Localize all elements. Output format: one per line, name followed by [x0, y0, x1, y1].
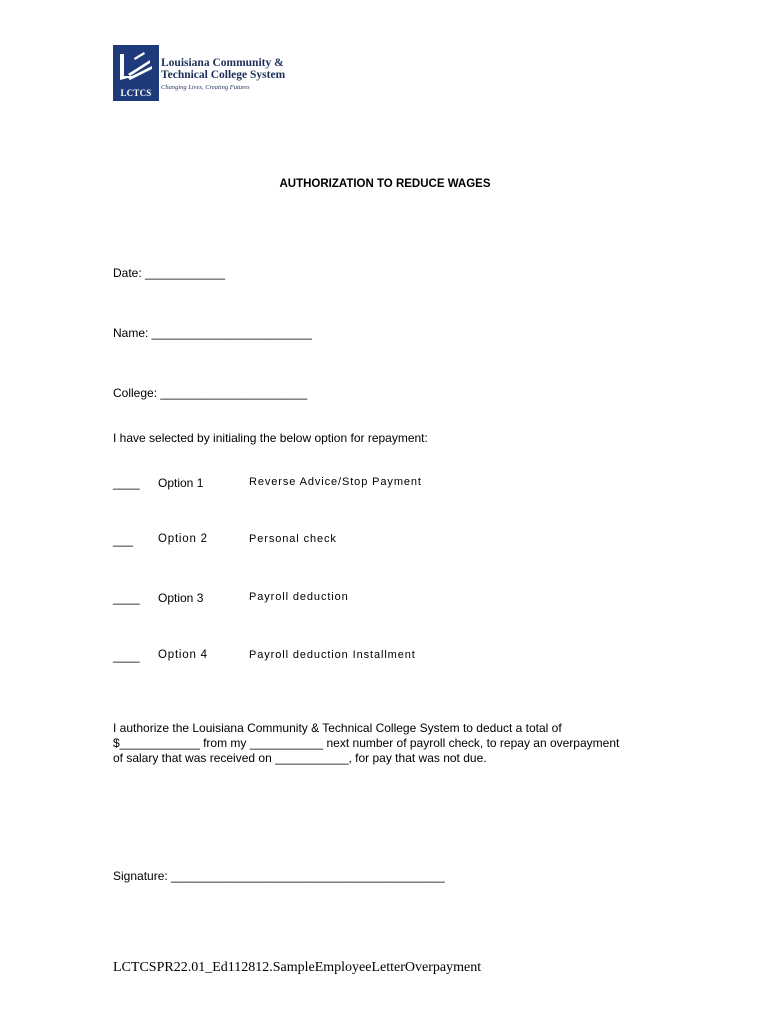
lctcs-logo-mark — [113, 45, 159, 101]
option-1-description: Reverse Advice/Stop Payment — [249, 476, 422, 488]
name-field: Name: ________________________ — [113, 326, 312, 340]
option-1-label: Option 1 — [158, 476, 204, 490]
option-4-description: Payroll deduction Installment — [249, 649, 416, 661]
logo-abbreviation: LCTCS — [120, 88, 152, 98]
option-2-label: Option 2 — [158, 533, 208, 545]
authorization-line-1: I authorize the Louisiana Community & Technical College System to deduct a total of — [113, 721, 562, 735]
option-4-initial-blank: ____ — [113, 649, 140, 663]
document-title: AUTHORIZATION TO REDUCE WAGES — [279, 178, 491, 190]
option-3-label: Option 3 — [158, 591, 204, 605]
college-field: College: ______________________ — [113, 386, 308, 400]
option-4-label: Option 4 — [158, 649, 208, 661]
repayment-intro: I have selected by initialing the below option for repayment: — [113, 431, 428, 445]
option-2-description: Personal check — [249, 533, 337, 545]
document-footer-id: LCTCSPR22.01_Ed112812.SampleEmployeeLetterOverpayment — [113, 960, 482, 975]
logo-institution-name: Louisiana Community & Technical College System — [161, 57, 286, 81]
authorization-line-3: of salary that was received on ___________, for pay that was not due. — [113, 751, 487, 765]
lctcs-logo — [113, 45, 286, 101]
option-2-initial-blank: ___ — [113, 533, 134, 547]
option-1-initial-blank: ____ — [113, 476, 140, 490]
authorization-paragraph — [113, 721, 673, 766]
date-field: Date: ____________ — [113, 266, 226, 280]
book-icon — [114, 46, 158, 90]
logo-tagline: Changing Lives, Creating Futures — [161, 84, 250, 91]
option-3-description: Payroll deduction — [249, 591, 349, 603]
option-3-initial-blank: ____ — [113, 591, 140, 605]
signature-field: Signature: _________________________________________ — [113, 869, 445, 883]
authorization-line-2: $____________ from my ___________ next number of payroll check, to repay an overpayment — [113, 736, 620, 750]
